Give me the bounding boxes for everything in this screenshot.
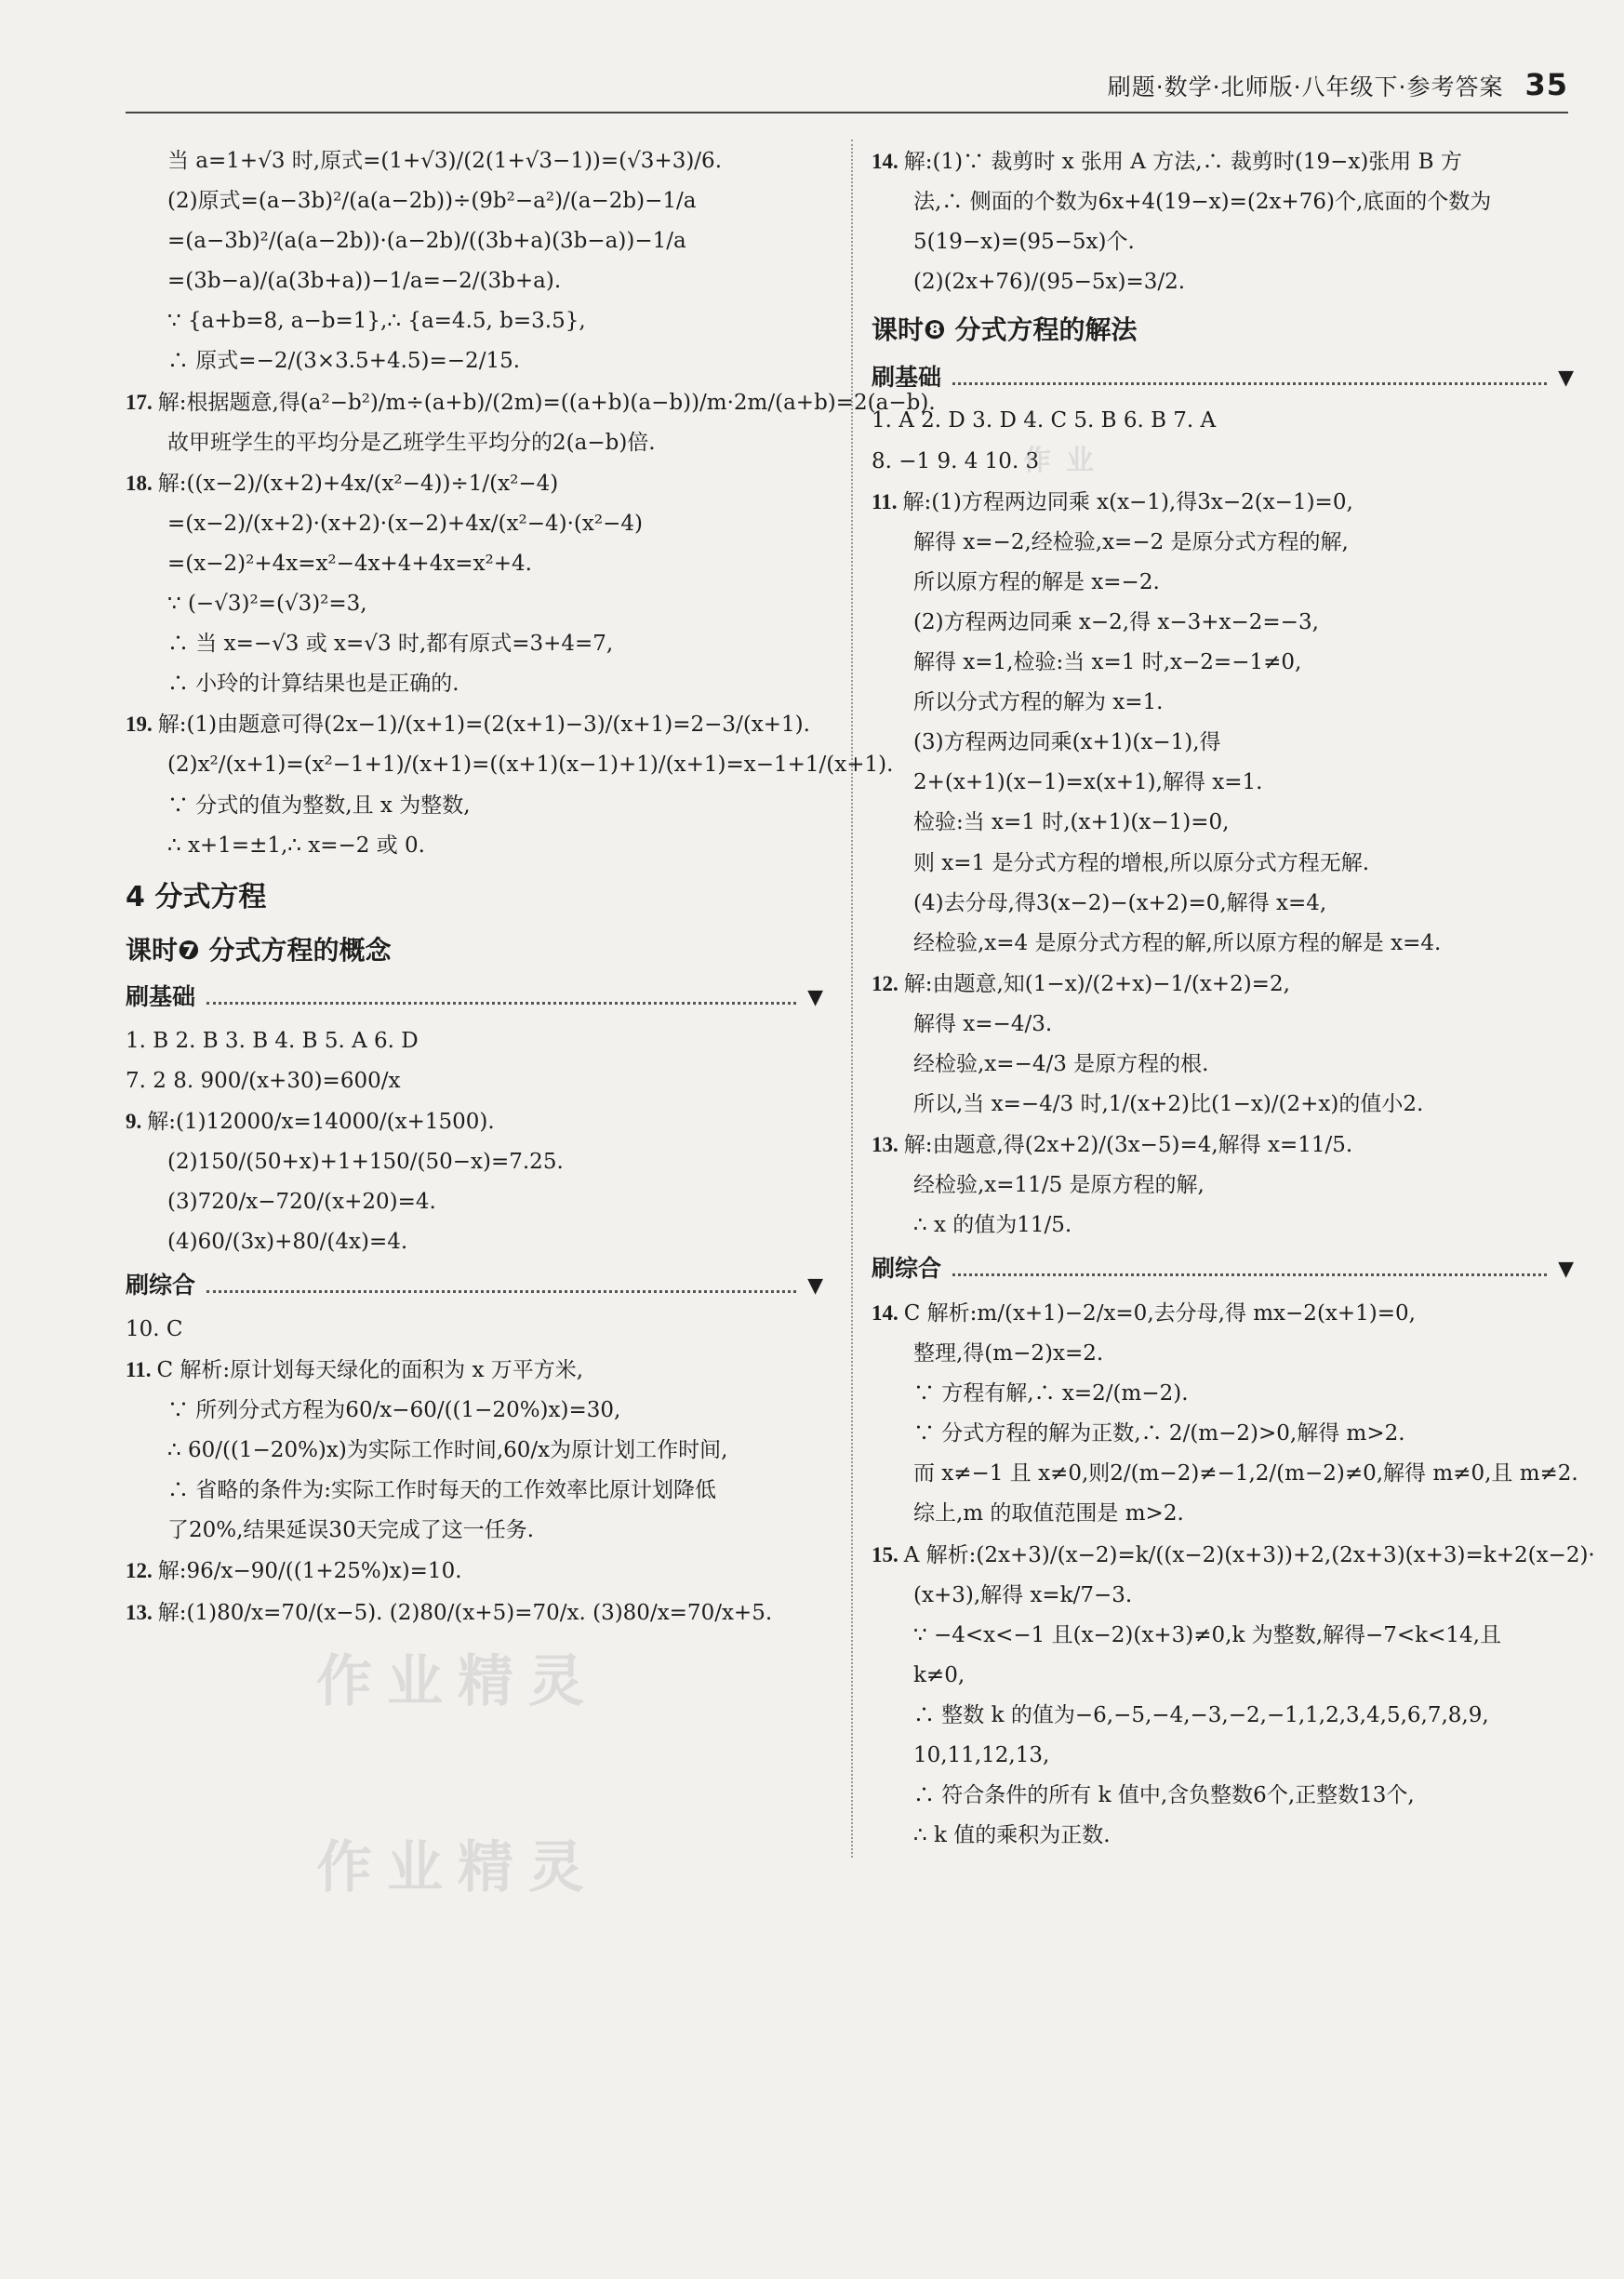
answer-line xyxy=(872,886,1574,922)
page-header xyxy=(1108,67,1568,102)
answer-text: (4)60/(3x)+80/(4x)=4. xyxy=(167,1230,408,1255)
answer-text: 1. B 2. B 3. B 4. B 5. A 6. D xyxy=(126,1028,419,1053)
answer-text: 1. A 2. D 3. D 4. C 5. B 6. B 7. A xyxy=(872,408,1217,433)
answer-text: 解得 x=−4/3. xyxy=(913,1011,1053,1036)
triangle-down-icon: ▼ xyxy=(1558,366,1574,390)
answer-line xyxy=(126,788,823,824)
question-number: 15. xyxy=(872,1542,899,1566)
answer-text: ∴ 60/((1−20%)x)为实际工作时间,60/x为原计划工作时间, xyxy=(167,1438,728,1463)
answer-text: ∴ 原式=−2/(3×3.5+4.5)=−2/15. xyxy=(167,349,521,374)
answer-text: ∴ k 值的乘积为正数. xyxy=(913,1823,1111,1848)
answer-text: 而 x≠−1 且 x≠0,则2/(m−2)≠−1,2/(m−2)≠0,解得 m≠0,且 m≠2. xyxy=(913,1461,1578,1486)
dotted-leader xyxy=(206,991,796,1005)
answer-text: ∴ 整数 k 的值为−6,−5,−4,−3,−2,−1,1,2,3,4,5,6,7,8,9, xyxy=(913,1702,1489,1727)
answer-line xyxy=(126,828,823,864)
question-number: 9. xyxy=(126,1109,142,1133)
answer-line xyxy=(126,1144,823,1180)
answer-text: 解:(1)12000/x=14000/(x+1500). xyxy=(147,1109,495,1134)
answer-line xyxy=(872,685,1574,721)
question-number: 11. xyxy=(872,489,898,513)
answer-text: 故甲班学生的平均分是乙班学生平均分的2(a−b)倍. xyxy=(167,430,656,455)
answer-text: ∴ x 的值为11/5. xyxy=(913,1213,1072,1238)
question-answer xyxy=(872,1537,1595,1574)
answer-line xyxy=(872,765,1574,801)
answer-text: =(a−3b)²/(a(a−2b))·(a−2b)/((3b+a)(3b−a))−1/a xyxy=(167,229,686,254)
answer-text: (2)方程两边同乘 x−2,得 x−3+x−2=−3, xyxy=(913,609,1319,634)
answer-text: 解:(1)∵ 裁剪时 x 张用 A 方法,∴ 裁剪时(19−x)张用 B 方 xyxy=(903,150,1462,174)
answer-line xyxy=(126,1312,823,1348)
answer-text: (x+3),解得 x=k/7−3. xyxy=(913,1582,1133,1607)
answer-line xyxy=(872,1336,1574,1372)
question-number: 13. xyxy=(126,1600,153,1624)
section-title xyxy=(126,873,823,921)
answer-line xyxy=(126,183,823,220)
answer-line xyxy=(872,264,1574,300)
answer-line xyxy=(872,1738,1574,1774)
answer-line xyxy=(126,747,894,783)
watermark: 作业精灵 xyxy=(316,1835,599,1900)
answer-line xyxy=(872,184,1574,220)
answer-text: 10. C xyxy=(126,1316,183,1341)
answer-text: (4)去分母,得3(x−2)−(x+2)=0,解得 x=4, xyxy=(913,890,1327,915)
answer-text: ∵ 方程有解,∴ x=2/(m−2). xyxy=(913,1381,1189,1406)
answer-text: ∴ 省略的条件为:实际工作时每天的工作效率比原计划降低 xyxy=(167,1478,717,1503)
question-answer xyxy=(872,484,1574,521)
answer-line xyxy=(126,546,823,582)
answer-text: ∵ 分式的值为整数,且 x 为整数, xyxy=(167,793,471,818)
answer-text: ∵ (−√3)²=(√3)²=3, xyxy=(167,592,367,617)
answer-text: 4 分式方程 xyxy=(126,880,267,913)
answer-text: (3)720/x−720/(x+20)=4. xyxy=(167,1190,436,1215)
answer-line xyxy=(872,1618,1574,1654)
answer-text: ∵ −4<x<−1 且(x−2)(x+3)≠0,k 为整数,解得−7<k<14,且 xyxy=(913,1622,1501,1647)
answer-line xyxy=(872,1578,1574,1614)
answer-line xyxy=(126,425,823,461)
question-answer xyxy=(126,1352,823,1389)
answer-line xyxy=(872,1376,1574,1412)
answer-text: 综上,m 的取值范围是 m>2. xyxy=(913,1501,1184,1526)
section-heading xyxy=(126,1266,823,1306)
answer-line xyxy=(872,1456,1578,1492)
answer-text: 经检验,x=4 是原分式方程的解,所以原方程的解是 x=4. xyxy=(913,930,1442,955)
question-number: 19. xyxy=(126,713,153,737)
answer-text: 经检验,x=11/5 是原方程的解, xyxy=(913,1173,1205,1198)
answer-line xyxy=(126,506,823,542)
dotted-leader xyxy=(952,371,1547,385)
right-column xyxy=(851,140,1595,1858)
answer-text: ∴ 小玲的计算结果也是正确的. xyxy=(167,672,459,697)
answer-line xyxy=(872,1778,1574,1814)
answer-line xyxy=(872,1167,1574,1204)
answer-line xyxy=(126,143,823,180)
answer-text: (2)(2x+76)/(95−5x)=3/2. xyxy=(913,270,1186,295)
question-answer xyxy=(872,143,1574,180)
question-answer xyxy=(126,465,823,502)
question-answer xyxy=(872,966,1574,1003)
answer-text: =(x−2)/(x+2)·(x+2)·(x−2)+4x/(x²−4)·(x²−4) xyxy=(167,511,643,536)
answer-text: C 解析:m/(x+1)−2/x=0,去分母,得 mx−2(x+1)=0, xyxy=(903,1300,1416,1326)
question-answer xyxy=(126,706,823,743)
answer-text: 所以分式方程的解为 x=1. xyxy=(913,690,1164,715)
answer-text: 经检验,x=−4/3 是原方程的根. xyxy=(913,1051,1209,1076)
answer-line xyxy=(872,1698,1574,1734)
answer-line xyxy=(872,1818,1574,1854)
answer-line xyxy=(872,565,1574,601)
triangle-down-icon: ▼ xyxy=(1558,1257,1574,1281)
section-heading-label: 刷基础 xyxy=(872,363,942,391)
section-heading xyxy=(872,358,1574,398)
answer-text: 了20%,结果延误30天完成了这一任务. xyxy=(167,1518,535,1543)
answer-text: 解:(1)80/x=70/(x−5). (2)80/(x+5)=70/x. (3)80/x=70/x+5. xyxy=(157,1600,773,1625)
answer-text: 所以原方程的解是 x=−2. xyxy=(913,569,1160,594)
answer-line xyxy=(872,1086,1574,1123)
section-heading xyxy=(126,978,823,1018)
answer-line xyxy=(126,223,823,260)
dotted-leader xyxy=(206,1279,796,1293)
answer-text: ∴ x+1=±1,∴ x=−2 或 0. xyxy=(167,833,425,858)
answer-text: (2)原式=(a−3b)²/(a(a−2b))÷(9b²−a²)/(a−2b)−1/a xyxy=(167,189,697,214)
answer-text: A 解析:(2x+3)/(x−2)=k/((x−2)(x+3))+2,(2x+3)(x+3)=k+2(x−2)· xyxy=(903,1542,1595,1567)
answer-line xyxy=(872,1207,1574,1244)
answer-text: 2+(x+1)(x−1)=x(x+1),解得 x=1. xyxy=(913,770,1263,795)
answer-text: 课时❼ 分式方程的概念 xyxy=(126,934,392,966)
answer-text: 5(19−x)=(95−5x)个. xyxy=(913,230,1135,255)
answer-text: =(x−2)²+4x=x²−4x+4+4x=x²+4. xyxy=(167,551,532,576)
answer-line xyxy=(872,645,1574,681)
question-answer xyxy=(872,1295,1574,1332)
answer-line xyxy=(126,1433,823,1469)
answer-line xyxy=(872,1046,1574,1083)
answer-text: 则 x=1 是分式方程的增根,所以原分式方程无解. xyxy=(913,850,1370,875)
answer-text: k≠0, xyxy=(913,1662,965,1687)
answer-text: 检验:当 x=1 时,(x+1)(x−1)=0, xyxy=(913,810,1230,835)
section-heading-label: 刷基础 xyxy=(126,983,196,1011)
answer-text: 法,∴ 侧面的个数为6x+4(19−x)=(2x+76)个,底面的个数为 xyxy=(913,190,1492,215)
left-column xyxy=(126,140,936,1635)
answer-line xyxy=(126,626,823,662)
answer-text: ∴ 当 x=−√3 或 x=√3 时,都有原式=3+4=7, xyxy=(167,632,614,657)
answer-line xyxy=(872,403,1574,439)
answer-text: =(3b−a)/(a(3b+a))−1/a=−2/(3b+a). xyxy=(167,269,562,294)
triangle-down-icon: ▼ xyxy=(807,985,823,1009)
answer-line xyxy=(872,1416,1574,1452)
answer-line xyxy=(872,846,1574,882)
question-number: 14. xyxy=(872,1300,899,1325)
question-number: 14. xyxy=(872,150,899,173)
answer-line xyxy=(872,224,1574,260)
answer-text: (3)方程两边同乘(x+1)(x−1),得 xyxy=(913,730,1221,755)
answer-line xyxy=(126,343,823,380)
section-heading-label: 刷综合 xyxy=(126,1272,196,1299)
question-answer xyxy=(126,1594,823,1632)
question-answer xyxy=(126,384,936,421)
answer-text: 解:((x−2)/(x+2)+4x/(x²−4))÷1/(x²−4) xyxy=(157,471,559,496)
answer-line xyxy=(872,1006,1574,1043)
answer-line xyxy=(126,1023,823,1060)
question-answer xyxy=(126,1103,823,1140)
answer-text: 解得 x=−2,经检验,x=−2 是原分式方程的解, xyxy=(913,529,1349,554)
answer-text: 解:根据题意,得(a²−b²)/m÷(a+b)/(2m)=((a+b)(a−b))/m·2m/(a+b)=2(a−b). xyxy=(157,390,936,415)
question-number: 12. xyxy=(126,1559,153,1583)
lesson-title xyxy=(872,308,1574,353)
answer-text: 解:96/x−90/((1+25%)x)=10. xyxy=(157,1559,462,1584)
answer-line xyxy=(126,263,823,300)
answer-line xyxy=(126,586,823,622)
answer-line xyxy=(126,1184,823,1220)
answer-text: C 解析:原计划每天绿化的面积为 x 万平方米, xyxy=(156,1357,584,1382)
question-number: 11. xyxy=(126,1357,152,1381)
answer-line xyxy=(872,1658,1574,1694)
answer-text: ∴ 符合条件的所有 k 值中,含负整数6个,正整数13个, xyxy=(913,1783,1415,1808)
answer-text: (2)x²/(x+1)=(x²−1+1)/(x+1)=((x+1)(x−1)+1)/(x+1)=x−1+1/(x+1). xyxy=(167,753,894,778)
answer-text: 所以,当 x=−4/3 时,1/(x+2)比(1−x)/(2+x)的值小2. xyxy=(913,1092,1424,1117)
answer-line xyxy=(872,1496,1574,1532)
triangle-down-icon: ▼ xyxy=(807,1273,823,1298)
answer-text: 课时❽ 分式方程的解法 xyxy=(872,314,1138,346)
watermark: 作业精灵 xyxy=(316,1649,599,1714)
section-heading xyxy=(872,1249,1574,1289)
watermark: 作业 xyxy=(1023,445,1109,477)
answer-text: 解:(1)由题意可得(2x−1)/(x+1)=(2(x+1)−3)/(x+1)=2−3/(x+1). xyxy=(157,713,810,738)
page-number: 35 xyxy=(1524,67,1568,102)
answer-line xyxy=(126,1393,823,1429)
answer-line xyxy=(872,444,1574,480)
answer-text: ∵ {a+b=8, a−b=1},∴ {a=4.5, b=3.5}, xyxy=(167,309,586,334)
answer-line xyxy=(126,1224,823,1260)
answer-text: 当 a=1+√3 时,原式=(1+√3)/(2(1+√3−1))=(√3+3)/6. xyxy=(167,149,723,173)
question-answer xyxy=(126,1553,823,1590)
answer-line xyxy=(126,1063,823,1100)
dotted-leader xyxy=(952,1262,1547,1276)
question-number: 17. xyxy=(126,390,153,414)
answer-text: ∵ 所列分式方程为60/x−60/((1−20%)x)=30, xyxy=(167,1398,621,1423)
answer-line xyxy=(872,605,1574,641)
answer-text: ∵ 分式方程的解为正数,∴ 2/(m−2)>0,解得 m>2. xyxy=(913,1421,1405,1446)
answer-line xyxy=(126,303,823,340)
answer-line xyxy=(872,725,1574,761)
answer-line xyxy=(126,1513,823,1549)
answer-text: 解得 x=1,检验:当 x=1 时,x−2=−1≠0, xyxy=(913,650,1302,675)
answer-line xyxy=(126,1473,823,1509)
question-number: 12. xyxy=(872,971,899,995)
answer-text: 整理,得(m−2)x=2. xyxy=(913,1341,1104,1366)
answer-line xyxy=(872,525,1574,561)
section-heading-label: 刷综合 xyxy=(872,1255,942,1283)
question-number: 18. xyxy=(126,471,153,495)
lesson-title xyxy=(126,928,823,973)
answer-text: 解:由题意,知(1−x)/(2+x)−1/(x+2)=2, xyxy=(903,971,1290,996)
answer-text: 8. −1 9. 4 10. 3 xyxy=(872,448,1040,473)
question-answer xyxy=(872,1126,1574,1164)
question-number: 13. xyxy=(872,1133,899,1157)
answer-text: (2)150/(50+x)+1+150/(50−x)=7.25. xyxy=(167,1150,564,1175)
answer-line xyxy=(872,805,1574,841)
answer-text: 7. 2 8. 900/(x+30)=600/x xyxy=(126,1068,401,1093)
header-divider xyxy=(126,112,1568,113)
answer-line xyxy=(872,926,1574,962)
answer-text: 解:由题意,得(2x+2)/(3x−5)=4,解得 x=11/5. xyxy=(903,1133,1353,1158)
answer-text: 10,11,12,13, xyxy=(913,1742,1050,1767)
header-title: 刷题·数学·北师版·八年级下·参考答案 xyxy=(1107,73,1504,100)
answer-line xyxy=(126,666,823,702)
answer-text: 解:(1)方程两边同乘 x(x−1),得3x−2(x−1)=0, xyxy=(902,489,1353,514)
